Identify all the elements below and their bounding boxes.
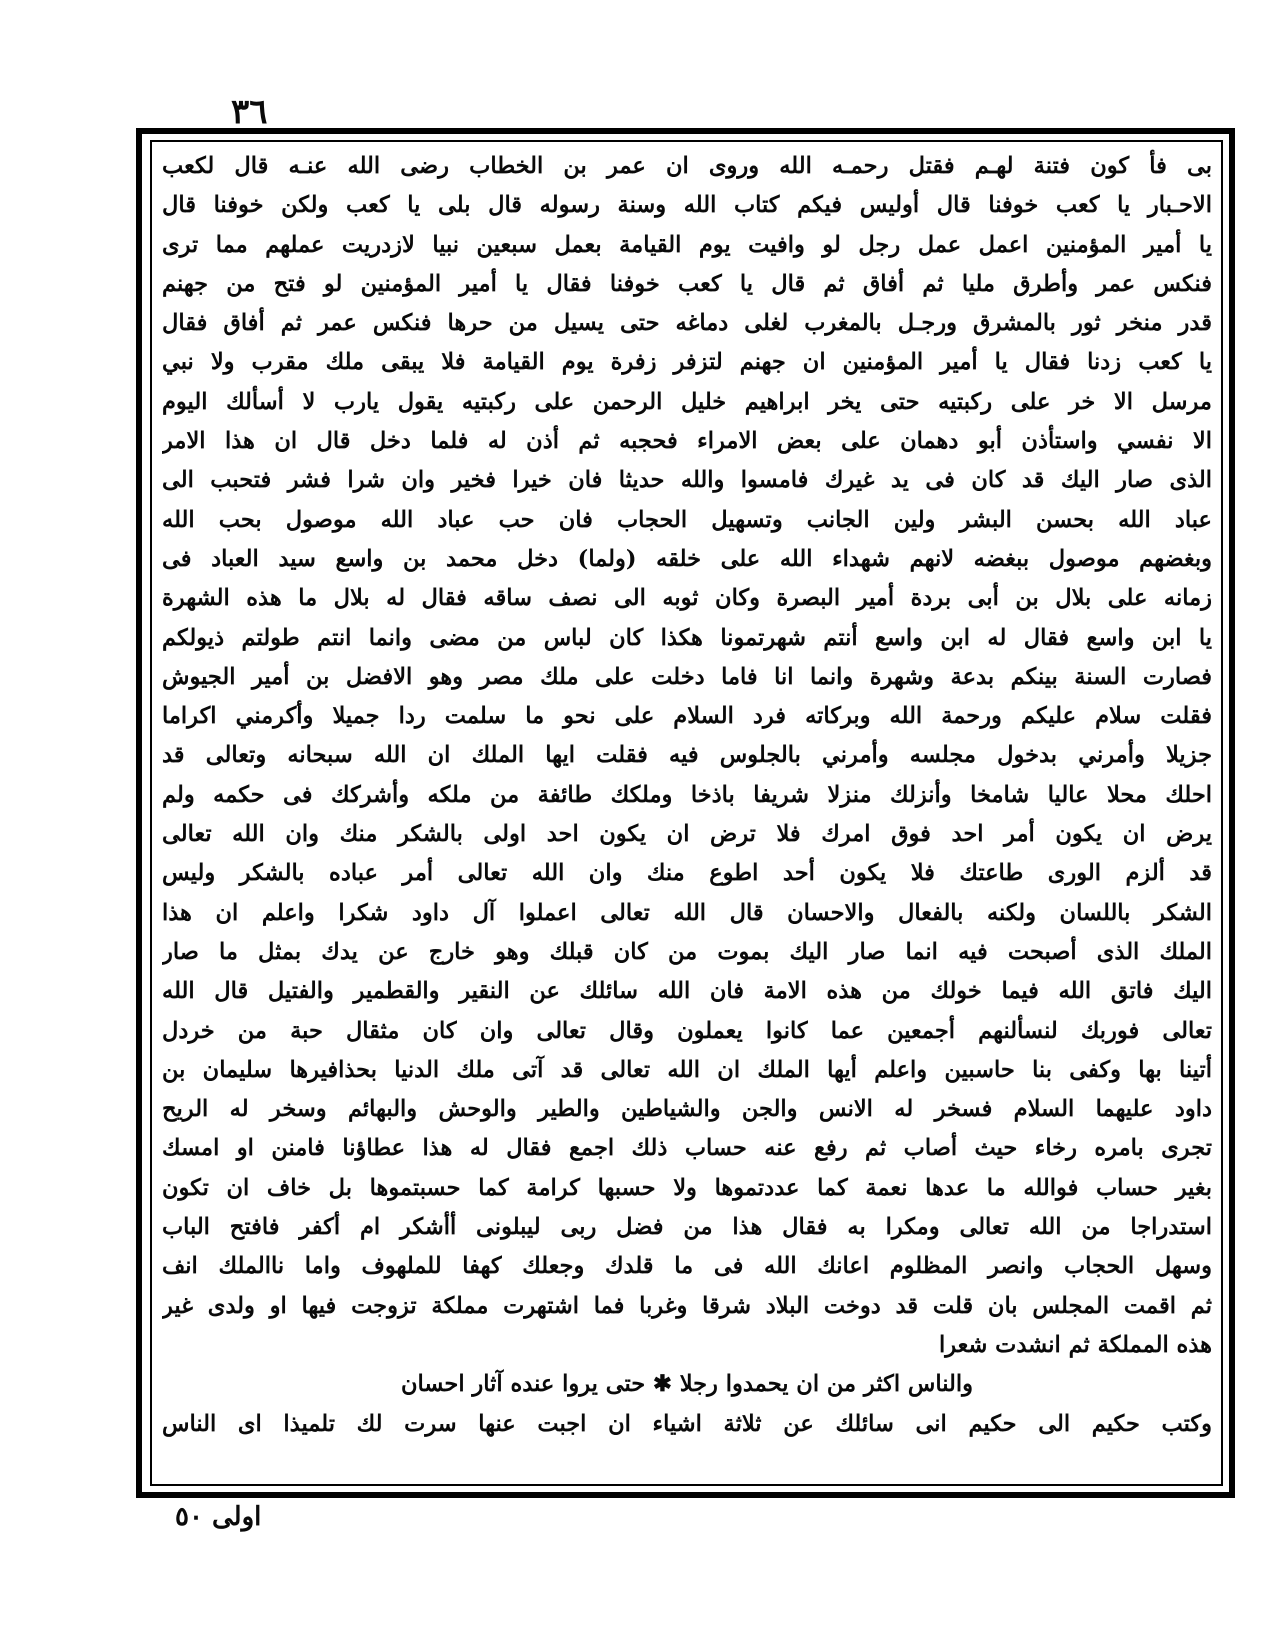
text-line: عباد الله بحسن البشر ولين الجانب وتسهيل الحجاب فان حب عباد الله موصول بحب الله [162, 506, 1212, 533]
text-line: تعالى فوربك لنسألنهم أجمعين عما كانوا يعملون وقال تعالى وان كان مثقال حبة من خردل [162, 1017, 1212, 1044]
text-line: اليك فاتق الله فيما خولك من هذه الامة فان الله سائلك عن النقير والقطمير والفتيل قال الله [162, 978, 1212, 1005]
text-line: وكتب حكيم الى حكيم انى سائلك عن ثلاثة اشياء ان اجبت عنها سرت لك تلميذا اى الناس [162, 1410, 1212, 1437]
text-line: تجرى بامره رخاء حيث أصاب ثم رفع عنه حساب ذلك اجمع فقال له هذا عطاؤنا فامنن او امسك [162, 1135, 1212, 1162]
text-line: قدر منخر ثور بالمشرق ورجـل بالمغرب لغلى دماغه حتى يسيل من حرها فنكس عمر ثم أفاق فقال [162, 310, 1212, 337]
text-line: الشكر باللسان ولكنه بالفعال والاحسان قال الله تعالى اعملوا آل داود شكرا واعلم ان هذا [162, 899, 1212, 926]
text-line: فقلت سلام عليكم ورحمة الله وبركاته فرد السلام على نحو ما سلمت ردا جميلا وأكرمني اكراما [162, 703, 1212, 730]
arabic-text-block [162, 147, 1212, 1482]
text-line: الاحـبار يا كعب خوفنا قال أوليس فيكم كتاب الله وسنة رسوله قال بلى يا كعب ولكن خوفنا قال [162, 192, 1212, 219]
text-line: يا أمير المؤمنين اعمل عمل رجل لو وافيت يوم القيامة بعمل سبعين نبيا لازدريت عملهم مما ترى [162, 231, 1212, 258]
text-line: فنكس عمر وأطرق مليا ثم أفاق ثم قال يا كعب خوفنا فقال يا أمير المؤمنين لو فتح من جهنم [162, 270, 1212, 297]
text-line: استدراجا من الله تعالى ومكرا به فقال هذا من فضل ربى ليبلونى أأشكر ام أكفر فافتح الباب [162, 1214, 1212, 1241]
text-line-short: هذه المملكة ثم انشدت شعرا [938, 1331, 1212, 1358]
text-line: بغير حساب فوالله ما عدها نعمة كما عددتموها ولا حسبها كرامة كما حسبتموها بل خاف ان تكون [162, 1174, 1212, 1201]
text-line: احلك محلا عاليا شامخا وأنزلك منزلا شريفا باذخا وملكك طائفة من ملكه وأشركك فى حكمه ولم [162, 781, 1212, 808]
text-line: وبغضهم موصول ببغضه لانهم شهداء الله على خلقه (ولما) دخل محمد بن واسع سيد العباد فى [162, 545, 1212, 572]
poetry-verse: والناس اكثر من ان يحمدوا رجلا ✱ حتى يروا عنده آثار احسان [400, 1371, 974, 1398]
text-line: يرض ان يكون أمر احد فوق امرك فلا ترض ان يكون احد اولى بالشكر منك وان الله تعالى [162, 821, 1212, 848]
text-line: يا ابن واسع فقال له ابن واسع أنتم شهرتمونا هكذا كان لباس من مضى وانما انتم طولتم ذيولكم [162, 624, 1212, 651]
text-line: وسهل الحجاب وانصر المظلوم اعانك الله فى ما قلدك وجعلك كهفا للملهوف واما ناالملك انف [162, 1253, 1212, 1280]
text-line: يا كعب زدنا فقال يا أمير المؤمنين ان جهنم لتزفر زفرة يوم القيامة فلا يبقى ملك مقرب ولا نبي [162, 349, 1212, 376]
text-line: الملك الذى أصبحت فيه انما صار اليك بموت من كان قبلك وهو خارج عن يدك بمثل ما صار [162, 938, 1212, 965]
text-line: الذى صار اليك قد كان فى يد غيرك فامسوا والله حديثا فان خيرا فخير وان شرا فشر فتحبب الى [162, 467, 1212, 494]
text-line: ثم اقمت المجلس بان قلت قد دوخت البلاد شرقا وغربا فما اشتهرت مملكة تزوجت فيها او ولدى غير [162, 1292, 1212, 1319]
text-line: الا نفسي واستأذن أبو دهمان على بعض الامراء فحجبه ثم أذن له فلما دخل قال ان هذا الامر [162, 428, 1212, 455]
text-line: زمانه على بلال بن أبى بردة أمير البصرة وكان ثوبه الى نصف ساقه فقال له بلال ما هذه الشهرة [162, 585, 1212, 612]
text-line: أتينا بها وكفى بنا حاسبين واعلم أيها الملك ان الله تعالى قد آتى ملك الدنيا بحذافيرها سليمان بن [162, 1056, 1212, 1083]
footer-signature-mark: اولى ٥٠ [175, 1502, 262, 1532]
text-line: مرسل الا خر على ركبتيه حتى يخر ابراهيم خليل الرحمن على ركبتيه يقول يارب لا أسألك اليوم [162, 388, 1212, 415]
text-line: فصارت السنة بينكم بدعة وشهرة وانما انا فاما دخلت على ملك مصر وهو الافضل بن أمير الجيوش [162, 663, 1212, 690]
text-line: جزيلا وأمرني بدخول مجلسه وأمرني بالجلوس فيه فقلت ايها الملك ان الله سبحانه وتعالى قد [162, 742, 1212, 769]
page-number: ٣٦ [231, 92, 268, 132]
text-line: قد ألزم الورى طاعتك فلا يكون أحد اطوع منك وان الله تعالى أمر عباده بالشكر وليس [162, 860, 1212, 887]
text-line: داود عليهما السلام فسخر له الانس والجن والشياطين والطير والوحش والبهائم وسخر له الريح [162, 1096, 1212, 1123]
text-line: بى فأ كون فتنة لهـم فقتل رحمـه الله وروى ان عمر بن الخطاب رضى الله عنـه قال لكعب [162, 153, 1212, 179]
